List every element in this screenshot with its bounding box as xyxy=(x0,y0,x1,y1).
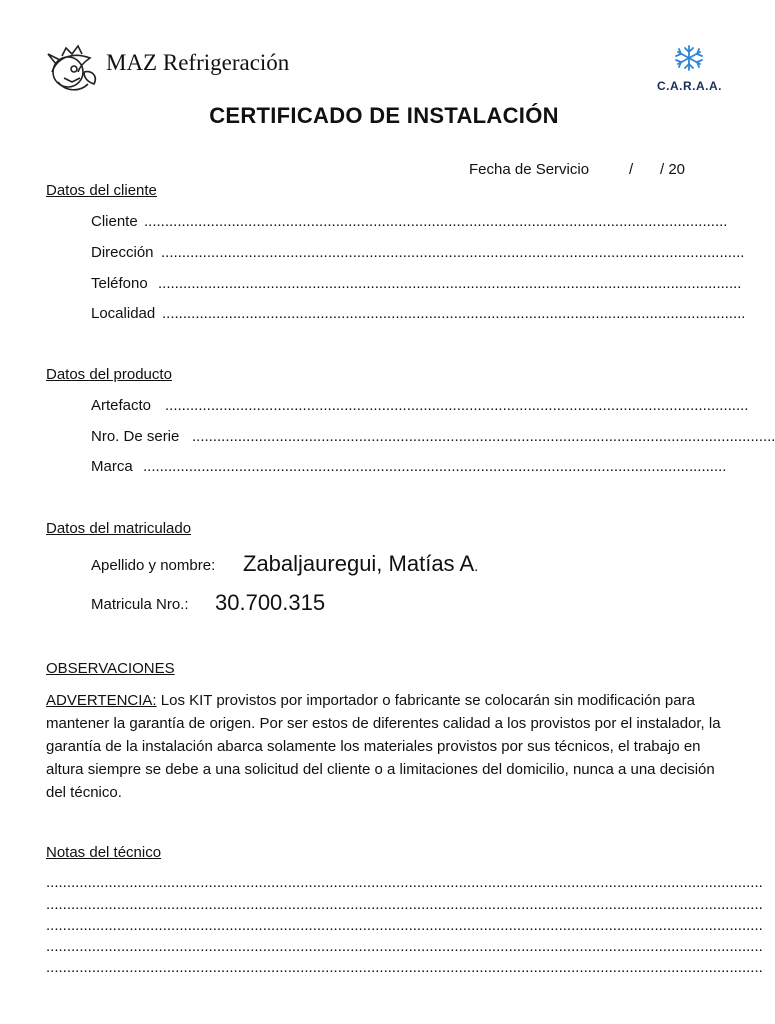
service-date-slash: / xyxy=(629,161,634,178)
fish-emblem-logo-icon xyxy=(44,42,100,96)
product-section-heading: Datos del producto xyxy=(46,366,172,383)
client-name-dots: ............................................................................................................................................ xyxy=(144,213,728,230)
notes-line: ............................................................................................................................................................................ xyxy=(46,959,763,976)
client-address-label: Dirección xyxy=(91,244,154,261)
client-phone-dots: ............................................................................................................................................ xyxy=(158,275,742,292)
product-appliance-dots: ............................................................................................................................................ xyxy=(165,397,749,414)
client-section-heading: Datos del cliente xyxy=(46,182,157,199)
client-phone-label: Teléfono xyxy=(91,275,148,292)
technician-name-text: Zabaljauregui, Matías A xyxy=(243,551,475,576)
registration-number-value: 30.700.315 xyxy=(215,590,326,615)
warning-paragraph xyxy=(46,689,736,804)
notes-line: ............................................................................................................................................................................ xyxy=(46,896,763,913)
notes-line: ............................................................................................................................................................................ xyxy=(46,938,763,955)
service-date-year: / 20 xyxy=(660,161,686,178)
service-date-label: Fecha de Servicio xyxy=(469,161,590,178)
product-serial-label: Nro. De serie xyxy=(91,428,180,445)
snowflake-icon xyxy=(672,44,706,72)
product-serial-dots: ............................................................................................................................................ xyxy=(192,428,775,445)
warning-text: Los KIT provistos por importador o fabricante se colocarán sin modificación para mantener la garantía de origen. Por ser estos de diferentes calidad a los provistos por el instalador, la garantía de la instalación abarca solamente los materiales provistos por sus técnicos, el trabajo en altura siempre se debe a una solicitud del cliente o a limitaciones del domicilio, nunca a una decisión del técnico. xyxy=(46,692,721,801)
product-brand-label: Marca xyxy=(91,458,133,475)
client-locality-label: Localidad xyxy=(91,305,156,322)
document-title: CERTIFICADO DE INSTALACIÓN xyxy=(209,103,559,128)
notes-line: ............................................................................................................................................................................ xyxy=(46,917,763,934)
brand-name: MAZ Refrigeración xyxy=(106,50,290,75)
technician-name-label: Apellido y nombre: xyxy=(91,557,216,574)
client-locality-dots: ............................................................................................................................................ xyxy=(162,305,746,322)
client-address-dots: ............................................................................................................................................ xyxy=(161,244,745,261)
product-appliance-label: Artefacto xyxy=(91,397,152,414)
product-brand-dots: ............................................................................................................................................ xyxy=(143,458,727,475)
caraa-logo-text: C.A.R.A.A. xyxy=(657,79,722,93)
warning-label: ADVERTENCIA: xyxy=(46,692,157,709)
notes-line: ............................................................................................................................................................................ xyxy=(46,874,763,891)
registered-section-heading: Datos del matriculado xyxy=(46,520,192,537)
notes-heading: Notas del técnico xyxy=(46,844,162,861)
observations-heading: OBSERVACIONES xyxy=(46,660,175,677)
technician-name-value xyxy=(243,551,478,580)
registration-number-label: Matricula Nro.: xyxy=(91,596,189,613)
client-name-label: Cliente xyxy=(91,213,138,230)
technician-name-suffix: . xyxy=(474,558,479,575)
